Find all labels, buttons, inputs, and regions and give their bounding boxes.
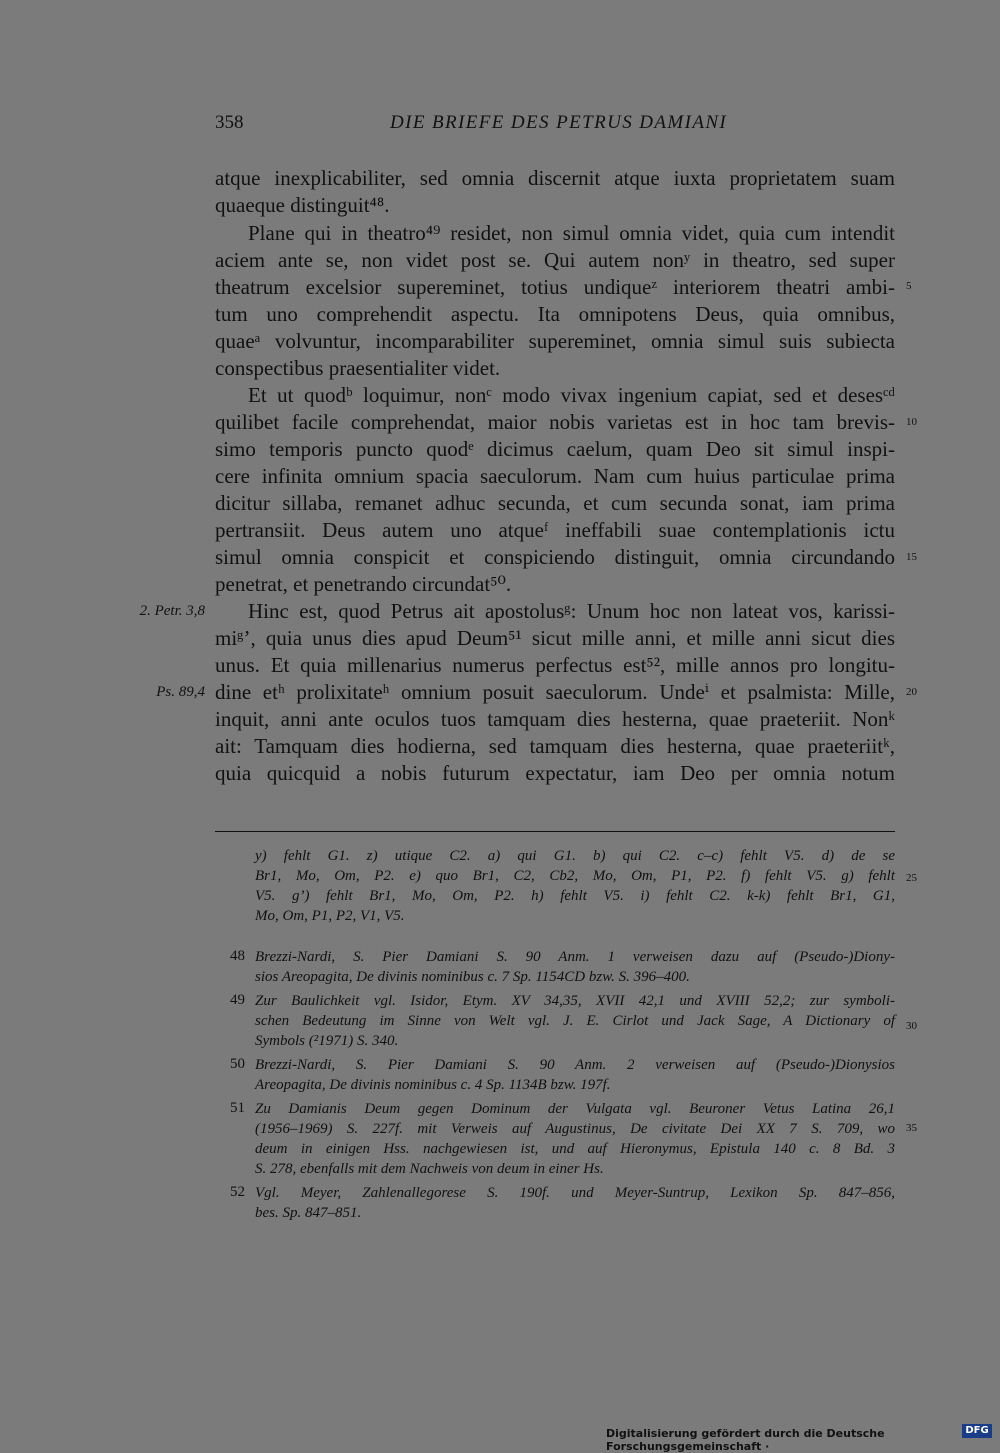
body-line: dine etʰ prolixitateʰ omnium posuit saeculorum. Undeⁱ et psalmista: Mille, bbox=[215, 680, 895, 704]
note-line: bes. Sp. 847–851. bbox=[255, 1205, 362, 1221]
body-line: pertransiit. Deus autem uno atqueᶠ ineffabili suae contemplationis ictu bbox=[215, 518, 895, 542]
body-line: aciem ante se, non videt post se. Qui autem nonʸ in theatro, sed super bbox=[215, 248, 895, 272]
note-number: 50 bbox=[230, 1056, 245, 1072]
body-line: tum uno comprehendit aspectu. Ita omnipotens Deus, quia omnibus, bbox=[215, 302, 895, 326]
note-number: 52 bbox=[230, 1184, 245, 1200]
dfg-logo: DFG bbox=[962, 1424, 992, 1438]
apparatus-line: V5. g’) fehlt Br1, Mo, Om, P2. h) fehlt V5. i) fehlt C2. k-k) fehlt Br1, G1, bbox=[255, 888, 895, 904]
note-line: Symbols (²1971) S. 340. bbox=[255, 1033, 399, 1049]
note-line: (1956–1969) S. 227f. mit Verweis auf Augustinus, De civitate Dei XX 7 S. 709, wo bbox=[255, 1121, 895, 1137]
note-line: Brezzi-Nardi, S. Pier Damiani S. 90 Anm. 1 verweisen dazu auf (Pseudo-)Diony- bbox=[255, 949, 895, 965]
note-line: Brezzi-Nardi, S. Pier Damiani S. 90 Anm. 2 verweisen auf (Pseudo-)Dionysios bbox=[255, 1057, 895, 1073]
line-number: 30 bbox=[906, 1020, 917, 1032]
body-line: miᵍ’, quia unus dies apud Deum⁵¹ sicut mille anni, et mille anni sicut dies bbox=[215, 626, 895, 650]
note-line: Zur Baulichkeit vgl. Isidor, Etym. XV 34,35, XVII 42,1 und XVIII 52,2; zur symboli- bbox=[255, 993, 895, 1009]
note-number: 48 bbox=[230, 948, 245, 964]
body-line: quilibet facile comprehendat, maior nobis varietas est in hoc tam brevis- bbox=[215, 410, 895, 434]
note-line: S. 278, ebenfalls mit dem Nachweis von deum in einer Hs. bbox=[255, 1161, 604, 1177]
line-number: 20 bbox=[906, 686, 917, 698]
note-line: sios Areopagita, De divinis nominibus c. 7 Sp. 1154CD bzw. S. 396–400. bbox=[255, 969, 690, 985]
page-number: 358 bbox=[215, 112, 244, 133]
line-number: 35 bbox=[906, 1122, 917, 1134]
body-line: theatrum excelsior supereminet, totius undiqueᶻ interiorem theatri ambi- bbox=[215, 275, 895, 299]
digitization-credit: Digitalisierung gefördert durch die Deutsche Forschungsgemeinschaft · bbox=[606, 1427, 885, 1453]
apparatus-line: y) fehlt G1. z) utique C2. a) qui G1. b) qui C2. c–c) fehlt V5. d) de se bbox=[255, 848, 895, 864]
margin-reference: 2. Petr. 3,8 bbox=[139, 603, 205, 619]
body-line: quaeque distinguit⁴⁸. bbox=[215, 193, 390, 217]
note-line: schen Bedeutung im Sinne von Welt vgl. J. E. Cirlot und Jack Sage, A Dictionary of bbox=[255, 1013, 895, 1029]
body-line: simo temporis puncto quodᵉ dicimus caelum, quam Deo sit simul inspi- bbox=[215, 437, 895, 461]
apparatus-line: Mo, Om, P1, P2, V1, V5. bbox=[255, 908, 405, 924]
body-line: Et ut quodᵇ loquimur, nonᶜ modo vivax ingenium capiat, sed et desesᶜᵈ bbox=[248, 383, 895, 407]
body-line: Plane qui in theatro⁴⁹ residet, non simul omnia videt, quia cum intendit bbox=[248, 221, 895, 245]
body-line: quaeᵃ volvuntur, incomparabiliter supereminet, omnia simul suis subiecta bbox=[215, 329, 895, 353]
body-line: Hinc est, quod Petrus ait apostolusᵍ: Unum hoc non lateat vos, karissi- bbox=[248, 599, 895, 623]
body-line: dicitur sillaba, remanet adhuc secunda, et cum secunda sonat, iam prima bbox=[215, 491, 895, 515]
body-line: penetrat, et penetrando circundat⁵⁰. bbox=[215, 572, 512, 596]
note-line: Vgl. Meyer, Zahlenallegorese S. 190f. und Meyer-Suntrup, Lexikon Sp. 847–856, bbox=[255, 1185, 895, 1201]
body-line: ait: Tamquam dies hodierna, sed tamquam dies hesterna, quae praeteriitᵏ, bbox=[215, 734, 895, 758]
body-line: simul omnia conspicit et conspiciendo distinguit, omnia circundando bbox=[215, 545, 895, 569]
note-number: 49 bbox=[230, 992, 245, 1008]
note-line: Zu Damianis Deum gegen Dominum der Vulgata vgl. Beuroner Vetus Latina 26,1 bbox=[255, 1101, 895, 1117]
line-number: 5 bbox=[906, 280, 912, 292]
note-line: deum in einigen Hss. nachgewiesen ist, und auf Hieronymus, Epistula 140 c. 8 Bd. 3 bbox=[255, 1141, 895, 1157]
body-line: atque inexplicabiliter, sed omnia discernit atque iuxta proprietatem suam bbox=[215, 166, 895, 190]
note-line: Areopagita, De divinis nominibus c. 4 Sp. 1134B bzw. 197f. bbox=[255, 1077, 611, 1093]
line-number: 15 bbox=[906, 551, 917, 563]
body-line: conspectibus praesentialiter videt. bbox=[215, 356, 501, 380]
apparatus-line: Br1, Mo, Om, P2. e) quo Br1, C2, Cb2, Mo, Om, P1, P2. f) fehlt V5. g) fehlt bbox=[255, 868, 895, 884]
line-number: 25 bbox=[906, 872, 917, 884]
note-number: 51 bbox=[230, 1100, 245, 1116]
body-line: inquit, anni ante oculos tuos tamquam dies hesterna, quae praeteriit. Nonᵏ bbox=[215, 707, 895, 731]
margin-reference: Ps. 89,4 bbox=[156, 684, 205, 700]
body-line: unus. Et quia millenarius numerus perfectus est⁵², mille annos pro longitu- bbox=[215, 653, 895, 677]
footnote-rule bbox=[215, 831, 895, 832]
body-line: cere infinita omnium spacia saeculorum. Nam cum huius particulae prima bbox=[215, 464, 895, 488]
running-title: DIE BRIEFE DES PETRUS DAMIANI bbox=[390, 112, 728, 133]
body-line: quia quicquid a nobis futurum expectatur, iam Deo per omnia notum bbox=[215, 761, 895, 785]
line-number: 10 bbox=[906, 416, 917, 428]
